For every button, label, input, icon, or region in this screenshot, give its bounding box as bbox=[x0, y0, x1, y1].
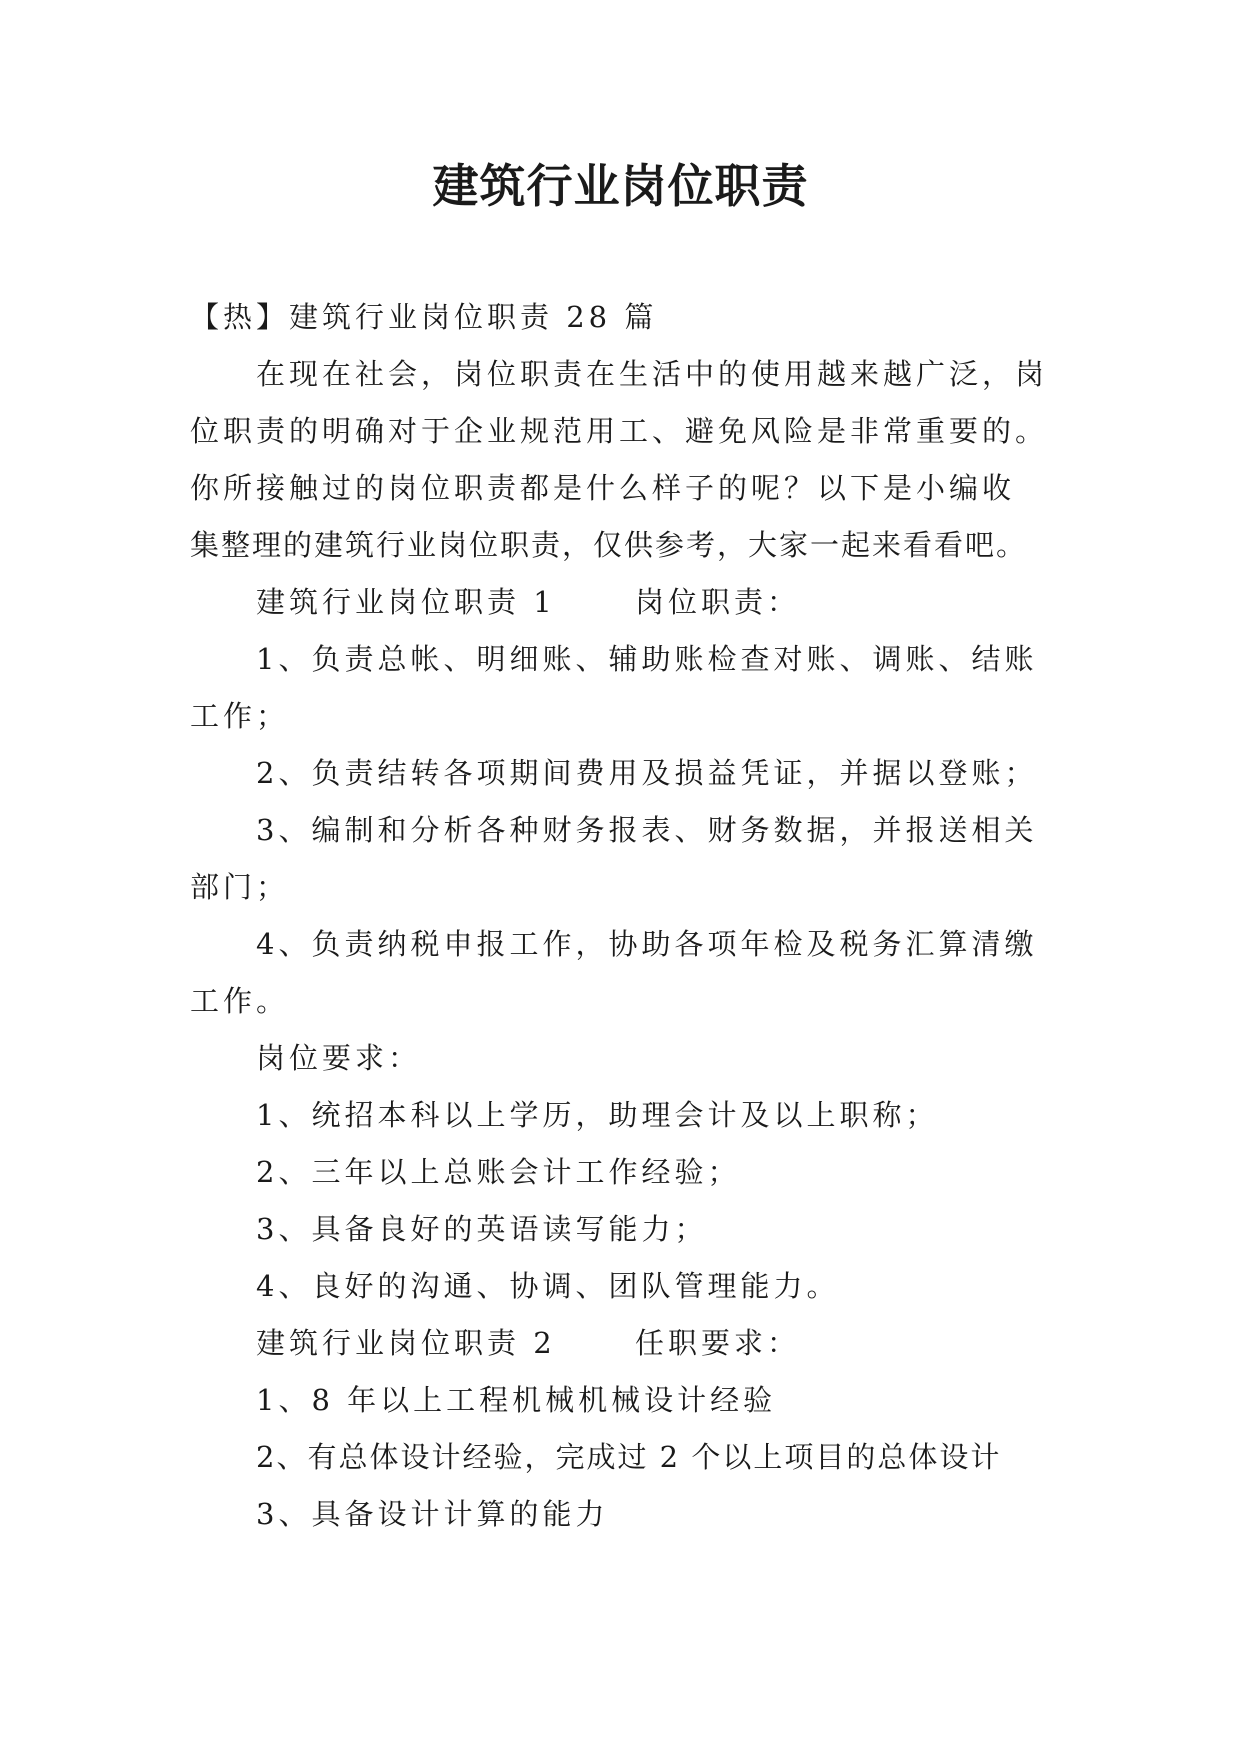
list-item: 3、具备良好的英语读写能力； bbox=[256, 1212, 708, 1246]
list-item: 2、有总体设计经验，完成过 2 个以上项目的总体设计 bbox=[256, 1440, 1002, 1474]
section-heading-1: 建筑行业岗位职责 1 岗位职责： bbox=[256, 585, 800, 619]
list-item: 3、具备设计计算的能力 bbox=[256, 1497, 609, 1531]
paragraph-line: 位职责的明确对于企业规范用工、避免风险是非常重要的。 bbox=[190, 414, 1049, 448]
list-item: 3、编制和分析各种财务报表、财务数据，并报送相关 bbox=[256, 813, 1038, 847]
document-title: 建筑行业岗位职责 bbox=[432, 159, 809, 213]
list-item: 1、8 年以上工程机械机械设计经验 bbox=[256, 1383, 777, 1417]
list-item-continuation: 工作。 bbox=[190, 984, 290, 1018]
paragraph-line: 你所接触过的岗位职责都是什么样子的呢？以下是小编收 bbox=[190, 471, 1016, 505]
list-item: 2、负责结转各项期间费用及损益凭证，并据以登账； bbox=[256, 756, 1038, 790]
paragraph-line: 集整理的建筑行业岗位职责，仅供参考，大家一起来看看吧。 bbox=[190, 528, 1028, 562]
list-item: 4、良好的沟通、协调、团队管理能力。 bbox=[256, 1269, 840, 1303]
list-item: 2、三年以上总账会计工作经验； bbox=[256, 1155, 741, 1189]
section-heading-2: 建筑行业岗位职责 2 任职要求： bbox=[256, 1326, 800, 1360]
intro-heading: 【热】建筑行业岗位职责 28 篇 bbox=[190, 300, 658, 334]
list-item-continuation: 部门； bbox=[190, 870, 290, 904]
list-item-continuation: 工作； bbox=[190, 699, 290, 733]
list-item: 1、负责总帐、明细账、辅助账检查对账、调账、结账 bbox=[256, 642, 1038, 676]
paragraph-line: 在现在社会，岗位职责在生活中的使用越来越广泛，岗 bbox=[256, 357, 1049, 391]
list-item: 1、统招本科以上学历，助理会计及以上职称； bbox=[256, 1098, 939, 1132]
subsection-heading: 岗位要求： bbox=[256, 1041, 422, 1075]
list-item: 4、负责纳税申报工作，协助各项年检及税务汇算清缴 bbox=[256, 927, 1038, 961]
